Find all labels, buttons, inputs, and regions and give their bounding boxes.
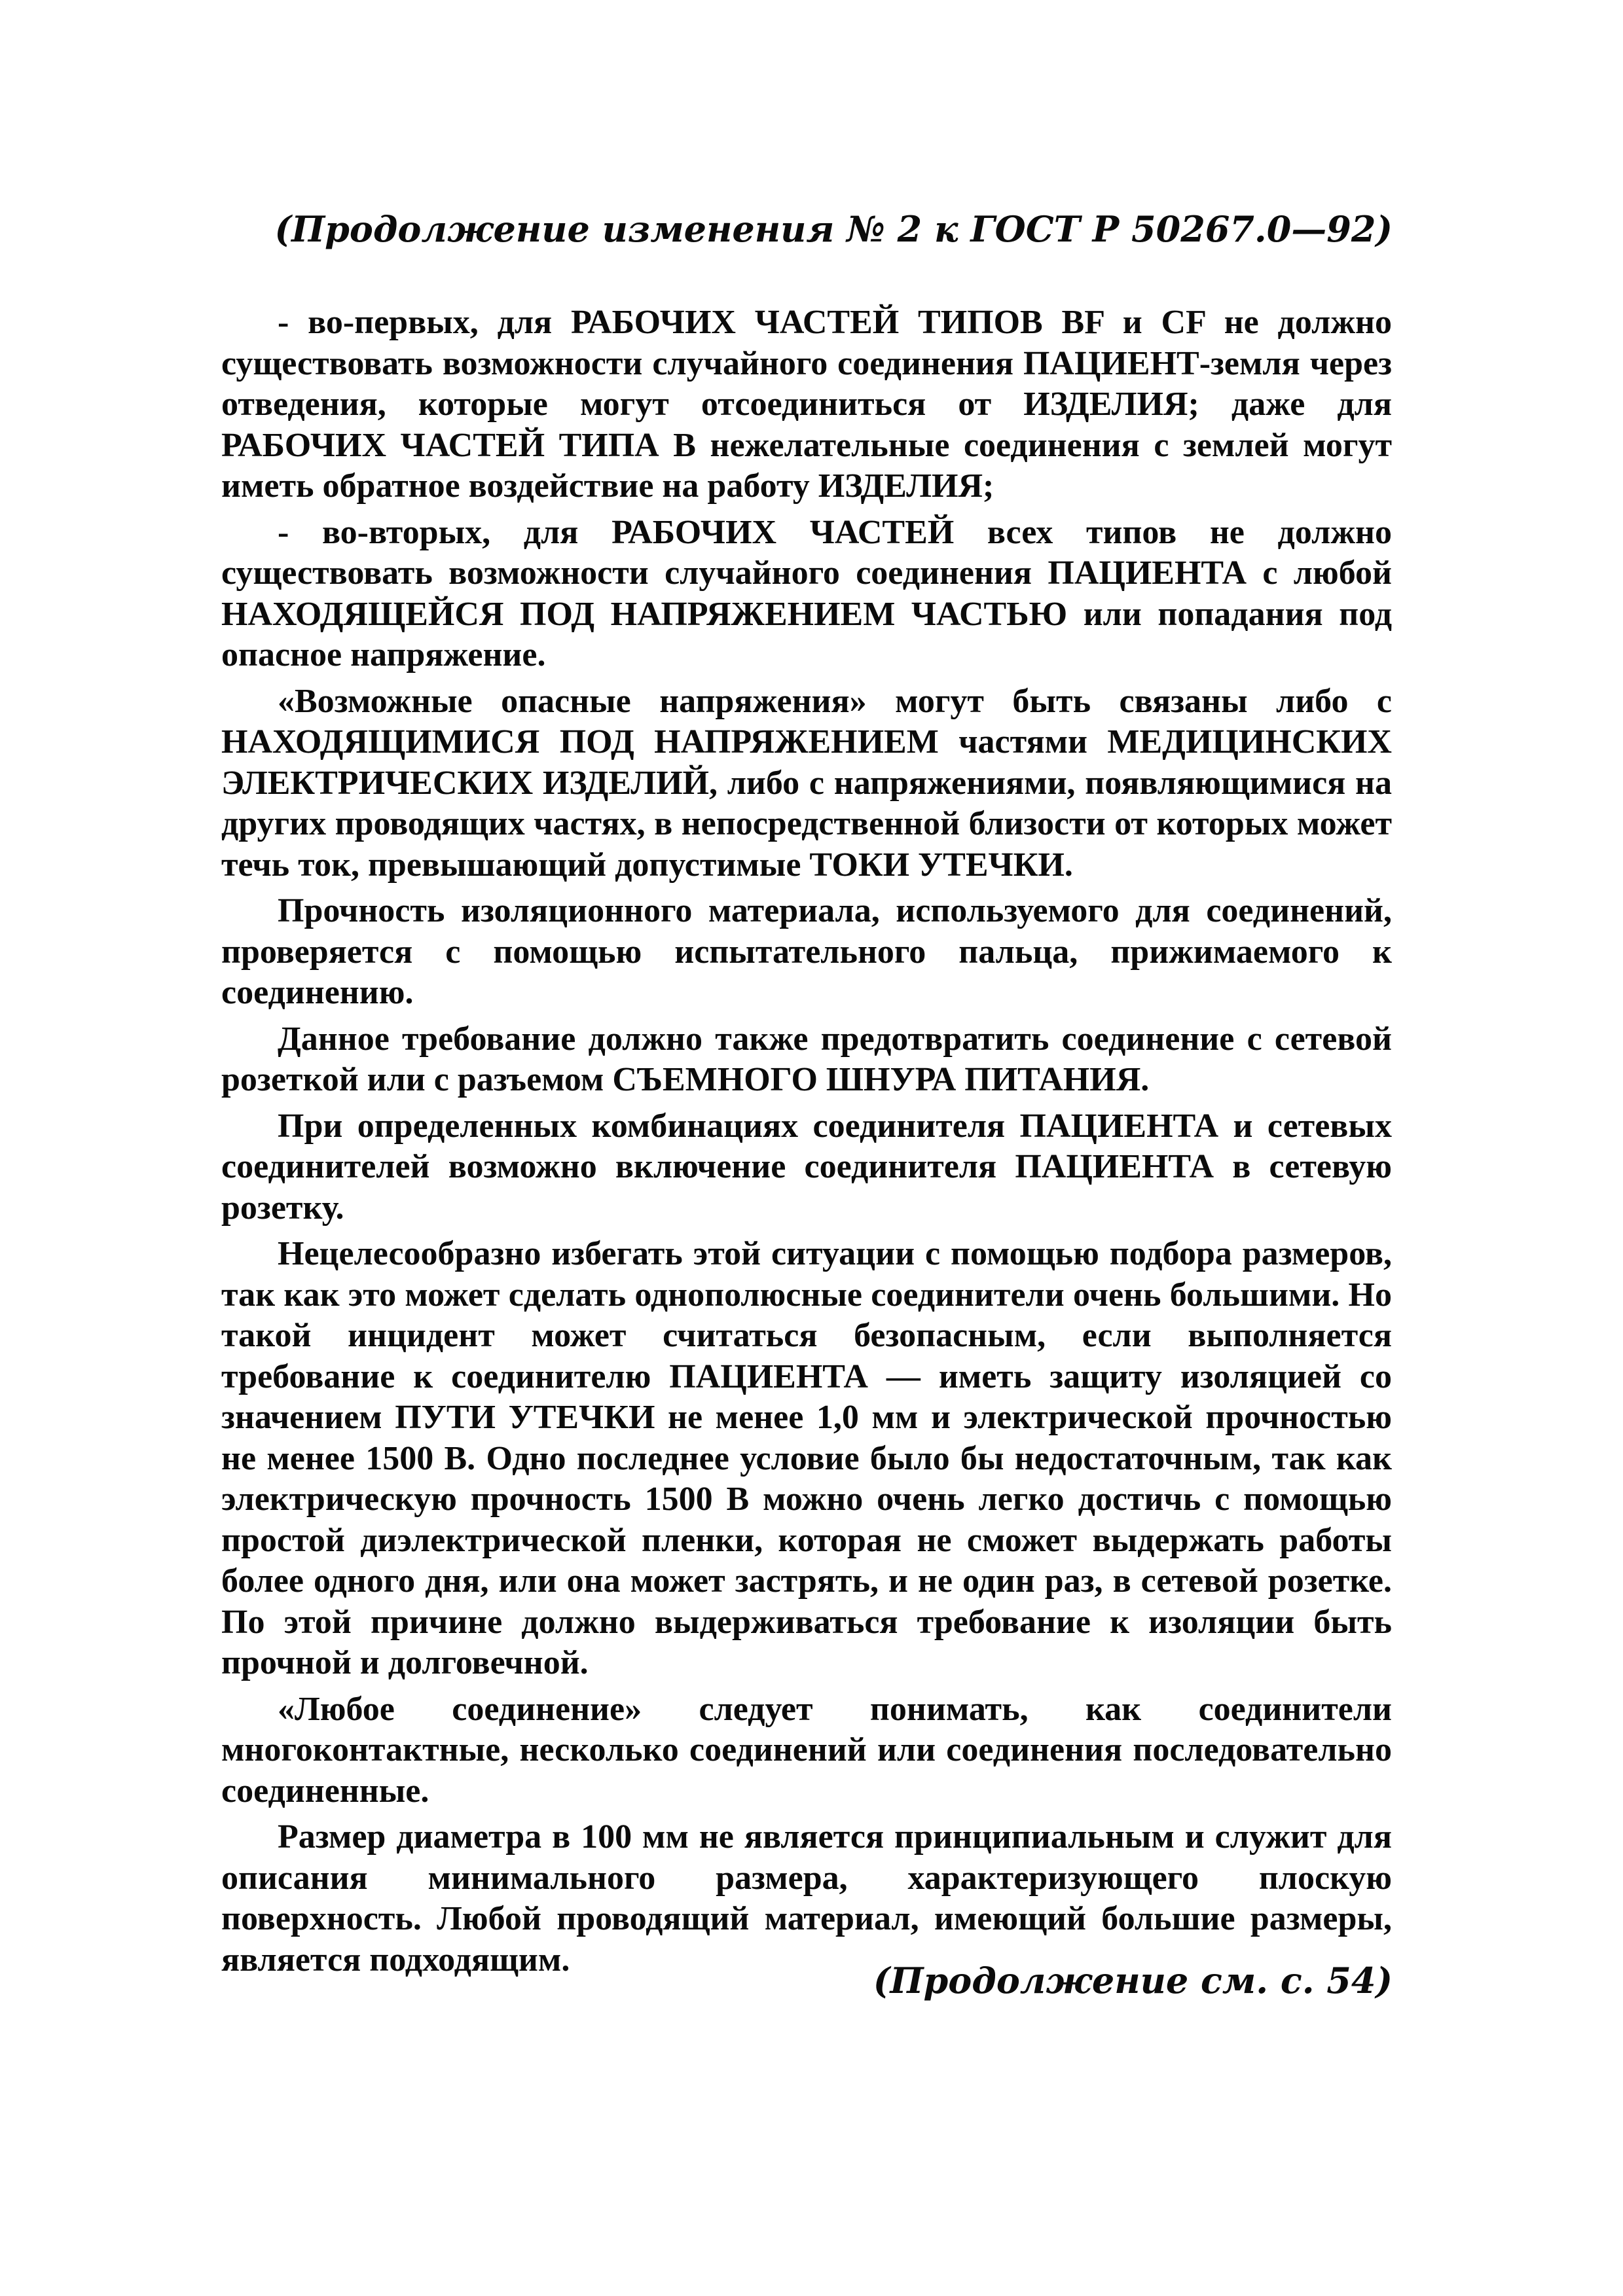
paragraph: Нецелесообразно избегать этой ситуации с помощью подбора размеров, так как это может сделать однополюсные соединители очень большими. Но такой инцидент может считаться безопасным, если выполняется требование к соединителю ПАЦИЕНТА — иметь защиту изоляцией со значением ПУТИ УТЕЧКИ не менее 1,0 мм и электрической прочностью не менее 1500 В. Одно последнее условие было бы недостаточным, так как электрическую прочность 1500 В можно очень легко достичь с помощью простой диэлектрической пленки, которая не сможет выдержать работы более одного дня, или она может застрять, и не один раз, в сетевой розетке. По этой причине должно выдерживаться требование к изоляции быть прочной и долговечной. xyxy=(221,1235,1392,1681)
paragraph: «Любое соединение» следует понимать, как соединители многоконтактные, несколько соединений или соединения последовательно соединенные. xyxy=(221,1690,1392,1810)
footer-continuation-note: (Продолжение см. с. 54) xyxy=(873,1960,1393,2001)
body-text xyxy=(221,302,1392,1986)
paragraph: - во-первых, для РАБОЧИХ ЧАСТЕЙ ТИПОВ BF и CF не должно существовать возможности случайного соединения ПАЦИЕНТ-земля через отведения, которые могут отсоединиться от ИЗДЕЛИЯ; даже для РАБОЧИХ ЧАСТЕЙ ТИПА В нежелательные соединения с землей могут иметь обратное воздействие на работу ИЗДЕЛИЯ; xyxy=(221,304,1392,505)
paragraph: - во-вторых, для РАБОЧИХ ЧАСТЕЙ всех типов не должно существовать возможности случайного соединения ПАЦИЕНТА с любой НАХОДЯЩЕЙСЯ ПОД НАПРЯЖЕНИЕМ ЧАСТЬЮ или попадания под опасное напряжение. xyxy=(221,513,1392,673)
paragraph: Прочность изоляционного материала, используемого для соединений, проверяется с помощью испытательного пальца, прижимаемого к соединению. xyxy=(221,892,1392,1011)
paragraph: «Возможные опасные напряжения» могут быть связаны либо с НАХОДЯЩИМИСЯ ПОД НАПРЯЖЕНИЕМ частями МЕДИЦИНСКИХ ЭЛЕКТРИЧЕСКИХ ИЗДЕЛИЙ, либо с напряжениями, появляющимися на других проводящих частях, в непосредственной близости от которых может течь ток, превышающий допустимые ТОКИ УТЕЧКИ. xyxy=(221,682,1392,884)
paragraph: Данное требование должно также предотвратить соединение с сетевой розеткой или с разъемом СЪЕМНОГО ШНУРА ПИТАНИЯ. xyxy=(221,1020,1392,1098)
header-continuation-note: (Продолжение изменения № 2 к ГОСТ Р 50267.0—92) xyxy=(274,208,1393,250)
paragraph: При определенных комбинациях соединителя ПАЦИЕНТА и сетевых соединителей возможно включение соединителя ПАЦИЕНТА в сетевую розетку. xyxy=(221,1107,1392,1227)
paragraph: Размер диаметра в 100 мм не является принципиальным и служит для описания минимального размера, характеризующего плоскую поверхность. Любой проводящий материал, имеющий большие размеры, является подходящим. xyxy=(221,1818,1392,1979)
